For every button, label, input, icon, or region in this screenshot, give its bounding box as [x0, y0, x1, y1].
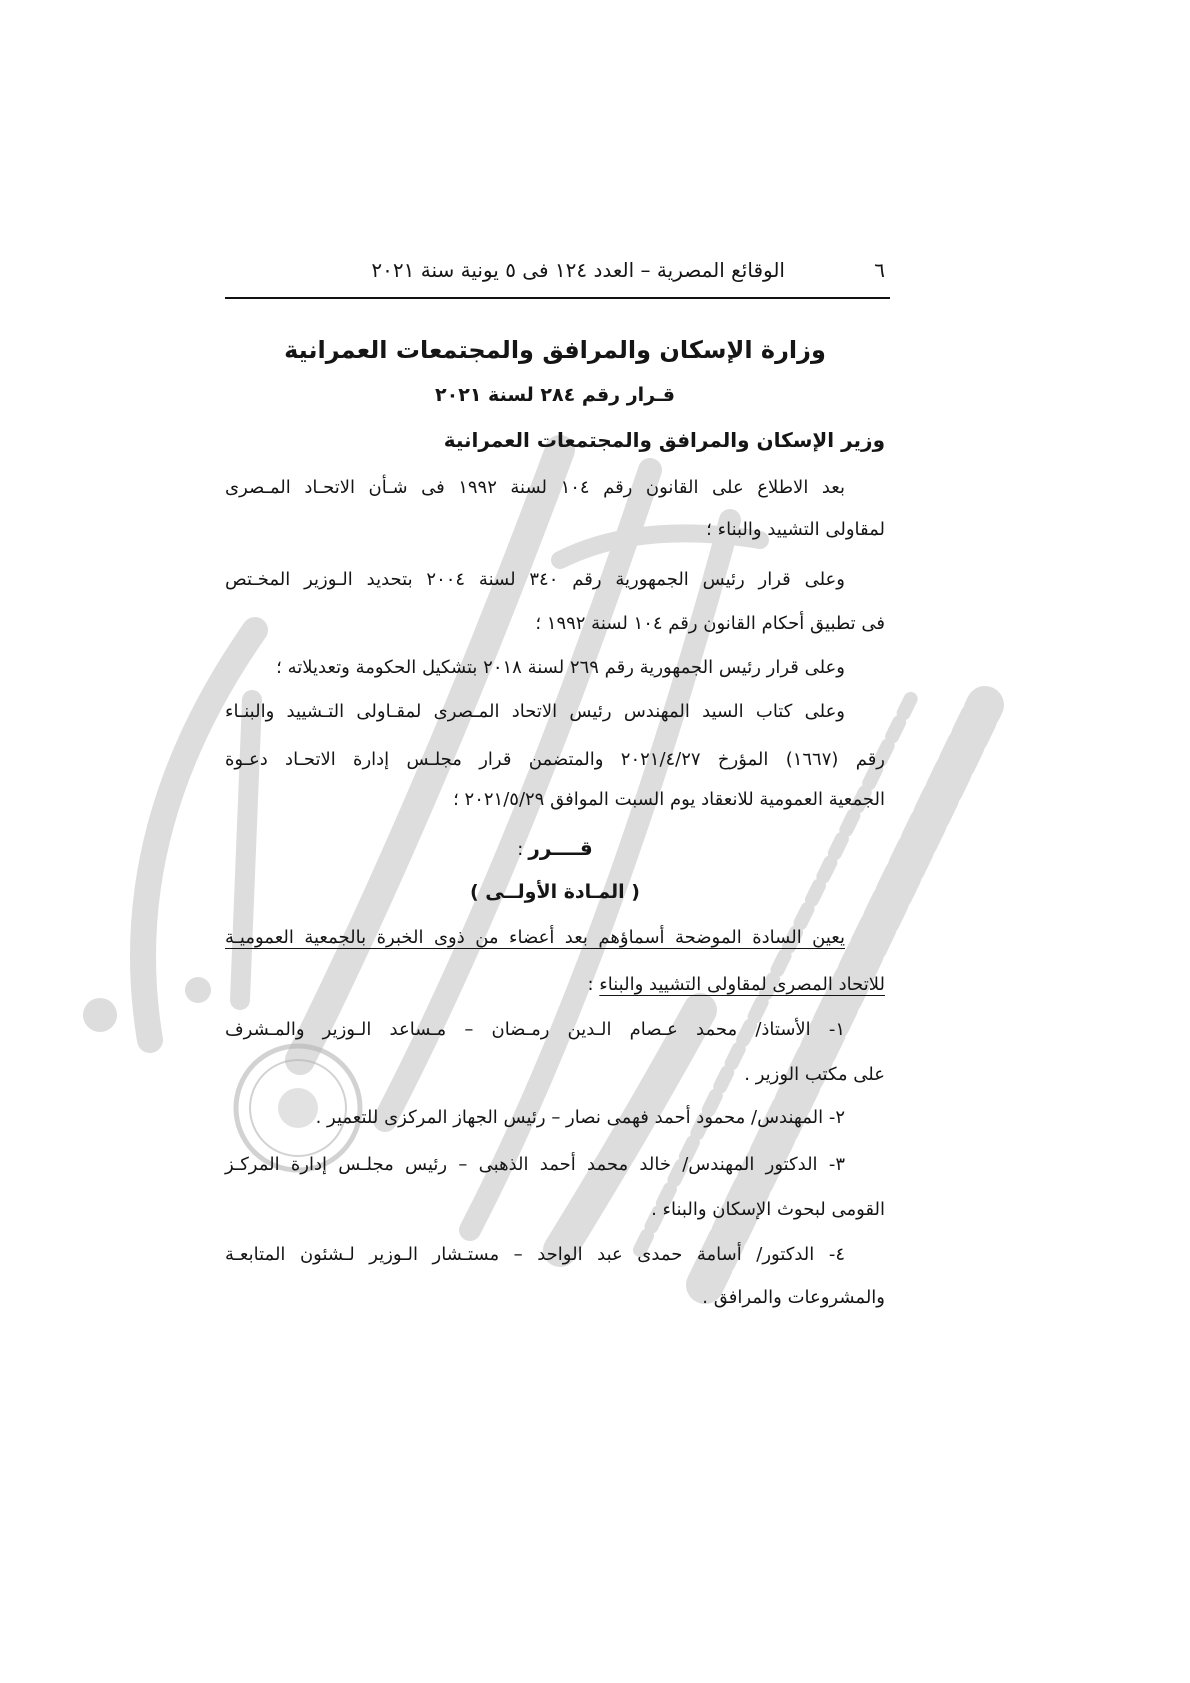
member-line: على مكتب الوزير . [744, 1064, 885, 1085]
watermark-dot [185, 977, 211, 1003]
member-line: ٤- الدكتور/ أسامة حمدى عبد الواحد – مستـشار الـوزير لـشئون المتابعـة [225, 1244, 845, 1265]
article-intro-line: يعين السادة الموضحة أسماؤهم بعد أعضاء من ذوى الخبرة بالجمعية العموميـة [225, 927, 845, 948]
page-number: ٦ [874, 258, 885, 282]
preamble-line: وعلى قرار رئيس الجمهورية رقم ٢٦٩ لسنة ٢٠١٨ بتشكيل الحكومة وتعديلاته ؛ [276, 657, 845, 678]
preamble-line: الجمعية العمومية للانعقاد يوم السبت الموافق ٢٠٢١/٥/٢٩ ؛ [453, 789, 885, 810]
decided-heading [225, 826, 885, 870]
member-line: القومى لبحوث الإسكان والبناء . [651, 1199, 885, 1220]
article-intro-colon: : [587, 974, 594, 995]
article-intro-line [225, 963, 885, 1007]
member-line: ٣- الدكتور المهندس/ خالد محمد أحمد الذهبى – رئيس مجلـس إدارة المركـز [225, 1154, 845, 1175]
minister-title: وزير الإسكان والمرافق والمجتمعات العمرانية [443, 428, 885, 452]
member-line: ٢- المهندس/ محمود أحمد فهمى نصار – رئيس الجهاز المركزى للتعمير . [315, 1107, 845, 1128]
member-line: والمشروعات والمرافق . [702, 1287, 885, 1308]
preamble-line: رقم (١٦٦٧) المؤرخ ٢٠٢١/٤/٢٧ والمتضمن قرار مجلـس إدارة الاتحـاد دعـوة [225, 749, 885, 770]
running-title: الوقائع المصرية – العدد ١٢٤ فى ٥ يونية سنة ٢٠٢١ [371, 258, 785, 282]
preamble-line: وعلى كتاب السيد المهندس رئيس الاتحاد المـصرى لمقـاولى التـشييد والبنـاء [225, 701, 845, 722]
article-heading: ( المـادة الأولــى ) [469, 881, 640, 903]
preamble-line: وعلى قرار رئيس الجمهورية رقم ٣٤٠ لسنة ٢٠٠٤ بتحديد الـوزير المخـتص [225, 569, 845, 590]
preamble-line: لمقاولى التشييد والبناء ؛ [706, 519, 885, 540]
member-line: ١- الأستاذ/ محمد عـصام الـدين رمـضان – مـساعد الـوزير والمـشرف [225, 1019, 845, 1040]
watermark-dot [83, 998, 117, 1032]
decided-colon: : [517, 839, 524, 860]
preamble-line: بعد الاطلاع على القانون رقم ١٠٤ لسنة ١٩٩٢ فى شـأن الاتحـاد المـصرى [225, 477, 845, 498]
header-rule [225, 297, 890, 299]
article-intro-text: للاتحاد المصرى لمقاولى التشييد والبناء [599, 974, 885, 995]
decided-label: قــــرر [528, 836, 593, 860]
ministry-title: وزارة الإسكان والمرافق والمجتمعات العمرانية [284, 336, 826, 364]
decree-title: قـرار رقم ٢٨٤ لسنة ٢٠٢١ [435, 384, 675, 406]
preamble-line: فى تطبيق أحكام القانون رقم ١٠٤ لسنة ١٩٩٢ ؛ [535, 613, 885, 634]
